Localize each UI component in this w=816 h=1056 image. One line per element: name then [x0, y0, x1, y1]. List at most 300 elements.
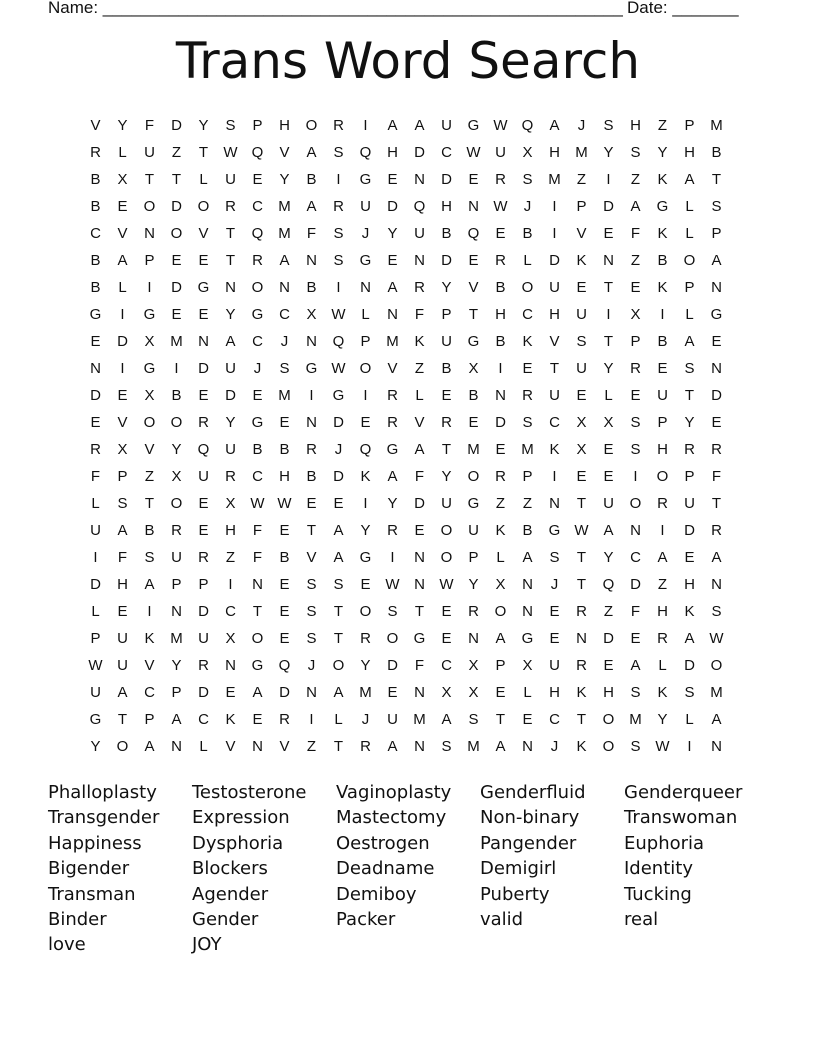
grid-cell: D — [711, 387, 722, 404]
grid-cell: T — [225, 252, 236, 269]
grid-cell: Q — [251, 144, 264, 161]
grid-cell: G — [143, 306, 156, 323]
grid-cell: E — [603, 225, 614, 242]
grid-cell: C — [252, 468, 263, 485]
grid-cell: E — [711, 333, 722, 350]
grid-cell: B — [306, 279, 317, 296]
grid-cell: Z — [306, 738, 317, 755]
grid-cell: S — [387, 603, 398, 620]
grid-cell: A — [684, 171, 695, 188]
grid-cell: A — [603, 522, 614, 539]
grid-cell: W — [277, 495, 292, 512]
grid-cell: T — [171, 171, 182, 188]
grid-cell: B — [441, 225, 452, 242]
grid-cell: U — [90, 522, 101, 539]
word-list-item: Dysphoria — [192, 832, 284, 854]
grid-cell: A — [387, 738, 398, 755]
grid-cell: B — [279, 441, 290, 458]
grid-cell: L — [496, 549, 505, 566]
grid-cell: U — [225, 441, 236, 458]
grid-cell: S — [333, 144, 344, 161]
grid-cell: G — [413, 630, 426, 647]
grid-cell: P — [171, 576, 182, 593]
word-list-item: Transgender — [48, 807, 160, 829]
grid-cell: D — [414, 144, 425, 161]
grid-cell: L — [91, 495, 100, 512]
grid-cell: U — [441, 333, 452, 350]
grid-cell: S — [549, 549, 560, 566]
grid-cell: G — [89, 306, 102, 323]
grid-cell: O — [170, 225, 183, 242]
grid-cell: S — [711, 603, 722, 620]
grid-row — [82, 733, 730, 760]
grid-cell: E — [414, 522, 425, 539]
grid-row — [82, 139, 730, 166]
grid-cell: J — [361, 225, 370, 242]
grid-cell: O — [170, 414, 183, 431]
grid-cell: E — [495, 684, 506, 701]
grid-cell: E — [198, 306, 209, 323]
grid-cell: O — [170, 495, 183, 512]
grid-cell: E — [468, 414, 479, 431]
grid-cell: A — [495, 738, 506, 755]
grid-cell: H — [495, 306, 506, 323]
grid-cell: N — [414, 684, 425, 701]
grid-cell: G — [467, 333, 480, 350]
grid-cell: R — [171, 522, 182, 539]
grid-cell: N — [468, 198, 479, 215]
grid-cell: E — [495, 441, 506, 458]
grid-cell: N — [414, 576, 425, 593]
grid-cell: R — [225, 198, 236, 215]
grid-cell: N — [306, 333, 317, 350]
grid-cell: I — [687, 738, 692, 755]
grid-cell: S — [711, 198, 722, 215]
grid-cell: E — [225, 684, 236, 701]
grid-cell: D — [279, 684, 290, 701]
grid-cell: G — [251, 657, 264, 674]
grid-cell: T — [414, 603, 425, 620]
word-list-item: Bigender — [48, 858, 130, 880]
grid-cell: Y — [441, 468, 452, 485]
grid-cell: M — [386, 333, 399, 350]
grid-cell: E — [198, 522, 209, 539]
grid-cell: F — [414, 468, 425, 485]
grid-cell: U — [657, 387, 668, 404]
grid-cell: X — [144, 387, 155, 404]
grid-cell: Y — [684, 414, 695, 431]
grid-cell: R — [657, 630, 668, 647]
grid-cell: X — [117, 171, 128, 188]
grid-cell: P — [657, 414, 668, 431]
grid-row — [82, 517, 730, 544]
grid-cell: U — [90, 684, 101, 701]
grid-cell: G — [359, 549, 372, 566]
grid-cell: Z — [630, 252, 641, 269]
grid-cell: E — [630, 630, 641, 647]
grid-cell: R — [414, 279, 425, 296]
grid-cell: O — [467, 468, 480, 485]
grid-cell: E — [603, 657, 614, 674]
grid-cell: Q — [602, 576, 615, 593]
grid-cell: P — [144, 711, 155, 728]
grid-cell: P — [441, 306, 452, 323]
grid-cell: R — [522, 387, 533, 404]
grid-cell: V — [198, 225, 209, 242]
grid-cell: K — [549, 441, 560, 458]
grid-cell: F — [414, 306, 425, 323]
grid-row — [82, 247, 730, 274]
grid-cell: N — [387, 306, 398, 323]
grid-cell: W — [223, 144, 238, 161]
grid-cell: A — [333, 684, 344, 701]
grid-cell: A — [414, 117, 425, 134]
grid-cell: N — [252, 738, 263, 755]
grid-cell: E — [279, 630, 290, 647]
grid-cell: R — [279, 711, 290, 728]
grid-cell: O — [251, 279, 264, 296]
grid-cell: P — [522, 468, 533, 485]
grid-row — [82, 409, 730, 436]
grid-cell: I — [336, 171, 341, 188]
grid-row — [82, 652, 730, 679]
grid-cell: I — [363, 387, 368, 404]
grid-cell: W — [439, 576, 454, 593]
grid-cell: C — [252, 333, 263, 350]
grid-cell: N — [549, 495, 560, 512]
grid-cell: A — [117, 522, 128, 539]
grid-cell: E — [171, 306, 182, 323]
grid-row — [82, 598, 730, 625]
grid-cell: O — [332, 657, 345, 674]
grid-cell: M — [278, 198, 291, 215]
grid-cell: P — [495, 657, 506, 674]
grid-cell: E — [117, 387, 128, 404]
grid-cell: P — [576, 198, 587, 215]
grid-cell: Y — [603, 360, 614, 377]
grid-cell: T — [306, 522, 317, 539]
grid-cell: O — [143, 198, 156, 215]
grid-cell: A — [549, 117, 560, 134]
grid-cell: B — [495, 333, 506, 350]
grid-cell: X — [468, 657, 479, 674]
grid-cell: P — [684, 468, 695, 485]
grid-cell: L — [334, 711, 343, 728]
grid-cell: O — [197, 198, 210, 215]
grid-cell: U — [225, 360, 236, 377]
grid-cell: R — [387, 414, 398, 431]
grid-cell: D — [387, 198, 398, 215]
grid-cell: J — [280, 333, 289, 350]
grid-cell: E — [171, 252, 182, 269]
grid-cell: A — [252, 684, 263, 701]
grid-cell: E — [576, 279, 587, 296]
grid-cell: T — [603, 279, 614, 296]
grid-cell: C — [441, 144, 452, 161]
grid-cell: R — [576, 657, 587, 674]
grid-cell: P — [90, 630, 101, 647]
grid-cell: A — [387, 117, 398, 134]
grid-cell: E — [90, 414, 101, 431]
grid-cell: N — [198, 333, 209, 350]
grid-cell: S — [306, 576, 317, 593]
grid-cell: Z — [522, 495, 533, 512]
grid-cell: R — [711, 441, 722, 458]
grid-cell: O — [386, 630, 399, 647]
grid-cell: L — [199, 738, 208, 755]
grid-cell: C — [549, 414, 560, 431]
grid-cell: B — [90, 252, 101, 269]
word-list-item: Transman — [48, 883, 136, 905]
grid-cell: G — [143, 360, 156, 377]
grid-cell: E — [603, 441, 614, 458]
grid-cell: A — [441, 711, 452, 728]
grid-cell: I — [660, 522, 665, 539]
grid-cell: O — [359, 360, 372, 377]
grid-cell: N — [522, 603, 533, 620]
grid-cell: U — [441, 117, 452, 134]
grid-cell: N — [468, 630, 479, 647]
grid-cell: C — [522, 306, 533, 323]
grid-cell: A — [225, 333, 236, 350]
grid-cell: J — [253, 360, 262, 377]
grid-cell: N — [360, 279, 371, 296]
grid-cell: O — [629, 495, 642, 512]
grid-cell: M — [548, 171, 561, 188]
grid-cell: Y — [117, 117, 128, 134]
grid-cell: N — [252, 576, 263, 593]
grid-cell: Z — [657, 576, 668, 593]
grid-cell: C — [144, 684, 155, 701]
grid-cell: Y — [387, 225, 398, 242]
grid-cell: D — [171, 117, 182, 134]
grid-cell: D — [198, 360, 209, 377]
grid-cell: U — [549, 279, 560, 296]
grid-cell: X — [603, 414, 614, 431]
grid-cell: E — [711, 414, 722, 431]
grid-cell: H — [549, 144, 560, 161]
grid-cell: G — [251, 414, 264, 431]
grid-cell: S — [630, 441, 641, 458]
grid-cell: E — [117, 198, 128, 215]
grid-cell: D — [90, 576, 101, 593]
grid-cell: E — [387, 252, 398, 269]
grid-cell: W — [709, 630, 724, 647]
grid-cell: E — [522, 360, 533, 377]
grid-cell: N — [414, 549, 425, 566]
grid-cell: A — [684, 630, 695, 647]
grid-cell: R — [630, 360, 641, 377]
grid-cell: O — [602, 711, 615, 728]
word-list-item: Non-binary — [480, 807, 580, 829]
grid-row — [82, 220, 730, 247]
grid-cell: E — [468, 171, 479, 188]
grid-cell: U — [441, 495, 452, 512]
grid-cell: I — [606, 171, 611, 188]
grid-cell: A — [387, 279, 398, 296]
grid-cell: X — [630, 306, 641, 323]
grid-cell: G — [521, 630, 534, 647]
grid-cell: X — [495, 576, 506, 593]
grid-cell: Z — [657, 117, 668, 134]
grid-cell: B — [468, 387, 479, 404]
grid-cell: G — [710, 306, 723, 323]
grid-cell: B — [441, 360, 452, 377]
grid-cell: A — [522, 549, 533, 566]
grid-cell: Q — [467, 225, 480, 242]
grid-cell: C — [90, 225, 101, 242]
grid-cell: T — [576, 495, 587, 512]
grid-row — [82, 193, 730, 220]
grid-cell: I — [498, 360, 503, 377]
grid-cell: H — [684, 144, 695, 161]
grid-cell: O — [116, 738, 129, 755]
grid-cell: T — [198, 144, 209, 161]
grid-cell: S — [333, 225, 344, 242]
grid-cell: I — [93, 549, 98, 566]
grid-cell: D — [603, 630, 614, 647]
grid-cell: R — [333, 117, 344, 134]
word-list-item: Deadname — [336, 858, 435, 880]
grid-cell: F — [117, 549, 128, 566]
grid-cell: B — [252, 441, 263, 458]
grid-cell: K — [225, 711, 236, 728]
grid-cell: S — [630, 738, 641, 755]
grid-cell: W — [655, 738, 670, 755]
grid-cell: H — [603, 684, 614, 701]
grid-cell: G — [89, 711, 102, 728]
grid-cell: N — [576, 630, 587, 647]
page-title: Trans Word Search — [175, 32, 641, 90]
grid-cell: L — [91, 603, 100, 620]
grid-cell: S — [630, 144, 641, 161]
grid-cell: G — [332, 387, 345, 404]
grid-cell: N — [306, 414, 317, 431]
grid-cell: I — [552, 198, 557, 215]
word-list-item: JOY — [192, 934, 222, 956]
grid-cell: X — [117, 441, 128, 458]
grid-cell: E — [657, 360, 668, 377]
grid-cell: I — [633, 468, 638, 485]
grid-cell: F — [90, 468, 101, 485]
grid-cell: D — [198, 684, 209, 701]
grid-cell: Q — [359, 441, 372, 458]
grid-cell: D — [90, 387, 101, 404]
grid-row — [82, 544, 730, 571]
grid-cell: S — [630, 684, 641, 701]
grid-cell: W — [331, 360, 346, 377]
grid-cell: T — [711, 171, 722, 188]
grid-cell: K — [657, 684, 668, 701]
grid-cell: R — [441, 414, 452, 431]
grid-cell: P — [171, 684, 182, 701]
grid-cell: N — [711, 360, 722, 377]
grid-cell: A — [657, 549, 668, 566]
grid-cell: J — [550, 738, 559, 755]
grid-cell: W — [250, 495, 265, 512]
grid-cell: T — [144, 171, 155, 188]
word-list-item: Expression — [192, 807, 290, 829]
grid-cell: R — [333, 198, 344, 215]
grid-row — [82, 490, 730, 517]
grid-cell: Y — [225, 306, 236, 323]
grid-cell: V — [468, 279, 479, 296]
grid-cell: X — [144, 333, 155, 350]
grid-cell: Y — [171, 657, 182, 674]
grid-cell: L — [685, 711, 694, 728]
grid-cell: Y — [603, 549, 614, 566]
grid-cell: X — [468, 684, 479, 701]
grid-cell: E — [576, 387, 587, 404]
grid-cell: N — [630, 522, 641, 539]
grid-cell: G — [467, 117, 480, 134]
grid-cell: C — [225, 603, 236, 620]
grid-cell: D — [171, 279, 182, 296]
grid-cell: O — [440, 522, 453, 539]
grid-cell: Y — [387, 495, 398, 512]
grid-cell: G — [305, 360, 318, 377]
grid-cell: X — [468, 360, 479, 377]
grid-cell: E — [360, 576, 371, 593]
word-list-item: Demiboy — [336, 883, 417, 905]
grid-cell: K — [657, 279, 668, 296]
grid-cell: Z — [225, 549, 236, 566]
grid-cell: P — [252, 117, 263, 134]
grid-cell: S — [306, 603, 317, 620]
word-list-item: Phalloplasty — [48, 782, 157, 803]
grid-cell: F — [306, 225, 317, 242]
grid-cell: Q — [413, 198, 426, 215]
grid-cell: Y — [225, 414, 236, 431]
grid-cell: K — [144, 630, 155, 647]
grid-cell: K — [576, 684, 587, 701]
grid-cell: A — [306, 198, 317, 215]
grid-cell: F — [144, 117, 155, 134]
grid-cell: U — [603, 495, 614, 512]
grid-cell: U — [576, 306, 587, 323]
grid-cell: W — [331, 306, 346, 323]
grid-cell: K — [576, 252, 587, 269]
grid-cell: E — [306, 495, 317, 512]
grid-cell: M — [359, 684, 372, 701]
grid-cell: S — [522, 171, 533, 188]
grid-cell: W — [493, 117, 508, 134]
grid-cell: L — [199, 171, 208, 188]
grid-cell: E — [279, 603, 290, 620]
grid-cell: B — [711, 144, 722, 161]
grid-cell: R — [711, 522, 722, 539]
grid-cell: D — [441, 171, 452, 188]
grid-cell: P — [684, 117, 695, 134]
grid-cell: J — [361, 711, 370, 728]
grid-cell: N — [495, 387, 506, 404]
grid-cell: R — [657, 495, 668, 512]
grid-row — [82, 166, 730, 193]
grid-cell: R — [306, 441, 317, 458]
grid-cell: D — [225, 387, 236, 404]
grid-cell: S — [306, 630, 317, 647]
grid-cell: Y — [90, 738, 101, 755]
grid-cell: Q — [251, 225, 264, 242]
grid-cell: I — [606, 306, 611, 323]
grid-cell: S — [144, 549, 155, 566]
grid-cell: F — [414, 657, 425, 674]
grid-cell: X — [522, 144, 533, 161]
grid-row — [82, 328, 730, 355]
grid-cell: U — [225, 171, 236, 188]
grid-cell: R — [198, 549, 209, 566]
grid-cell: E — [279, 522, 290, 539]
